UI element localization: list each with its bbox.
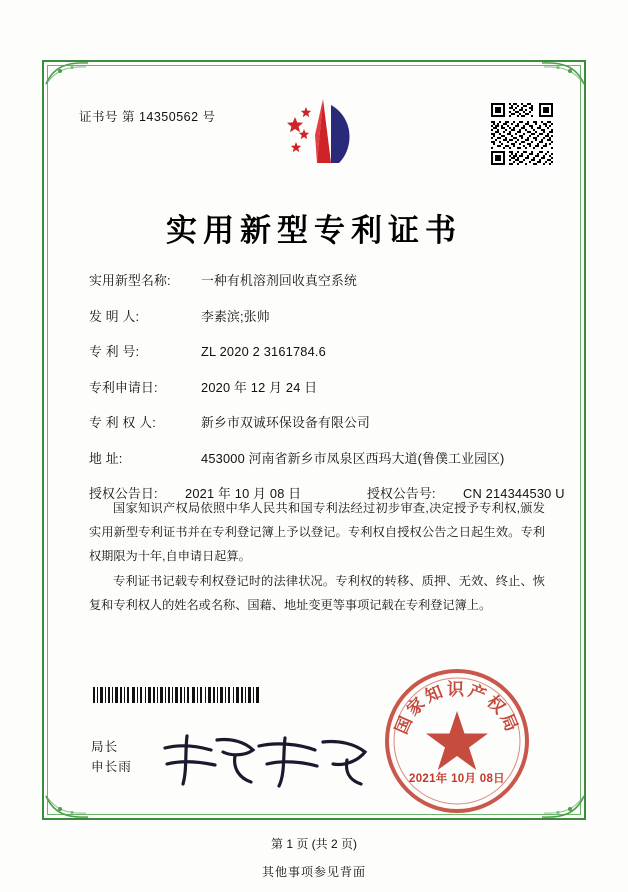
field-value: 李素滨;张帅 bbox=[201, 308, 270, 324]
paragraph: 专利证书记载专利权登记时的法律状况。专利权的转移、质押、无效、终止、恢复和专利权人的姓名或名称、国藉、地址变更等事项记载在专利登记簿上。 bbox=[89, 574, 545, 613]
grant-date-value: 2021 年 10 月 08 日 bbox=[185, 486, 302, 501]
director-name-label: 申长雨 bbox=[91, 760, 132, 775]
field-label: 发 明 人: bbox=[89, 308, 140, 324]
page-number: 第 1 页 (共 2 页) bbox=[270, 837, 357, 851]
field-label: 专利申请日: bbox=[89, 379, 158, 395]
field-row bbox=[89, 412, 547, 431]
field-list bbox=[89, 270, 565, 519]
signature-block bbox=[91, 737, 132, 777]
field-row bbox=[89, 448, 547, 467]
seal-date: 2021年 10月 08日 bbox=[409, 773, 505, 785]
page-title: 实用新型专利证书 bbox=[166, 213, 462, 249]
official-seal bbox=[381, 665, 533, 817]
field-label: 专 利 号: bbox=[89, 344, 140, 359]
body-text bbox=[89, 497, 545, 620]
field-value: 453000 河南省新乡市凤泉区西玛大道(鲁僕工业园区) bbox=[201, 450, 505, 466]
field-value: 一种有机溶剂回收真空系统 bbox=[201, 273, 357, 288]
certificate-number: 证书号 第 14350562 号 bbox=[79, 110, 216, 124]
cnipa-logo-icon bbox=[279, 95, 371, 177]
director-title-label: 局长 bbox=[91, 740, 119, 754]
grant-date-label: 授权公告日: bbox=[89, 486, 158, 501]
barcode bbox=[93, 687, 259, 703]
svg-text:国家知识产权局: 国家知识产权局 bbox=[391, 680, 523, 738]
paragraph: 国家知识产权局依照中华人民共和国专利法经过初步审查,决定授予专利权,颁发实用新型专利证书并在专利登记簿上予以登记。专利权自授权公告之日起生效。专利权期限为十年,自申请日起算。 bbox=[89, 501, 545, 563]
field-row bbox=[89, 341, 547, 360]
field-value: 新乡市双诚环保设备有限公司 bbox=[201, 415, 370, 430]
qr-code-icon bbox=[489, 101, 555, 167]
grant-number-label: 授权公告号: bbox=[367, 486, 436, 501]
field-row bbox=[89, 270, 547, 289]
field-label: 地 址: bbox=[89, 450, 123, 466]
grant-number-value: CN 214344530 U bbox=[463, 486, 565, 501]
field-label: 专 利 权 人: bbox=[89, 415, 157, 430]
field-value: 2020 年 12 月 24 日 bbox=[201, 379, 318, 395]
handwritten-signature-icon bbox=[157, 730, 372, 792]
field-value: ZL 2020 2 3161784.6 bbox=[201, 344, 327, 359]
footer-note: 其他事项参见背面 bbox=[261, 865, 366, 879]
field-row bbox=[89, 306, 547, 325]
certificate-content bbox=[47, 65, 581, 851]
field-label: 实用新型名称: bbox=[89, 273, 171, 288]
field-row bbox=[89, 377, 547, 396]
